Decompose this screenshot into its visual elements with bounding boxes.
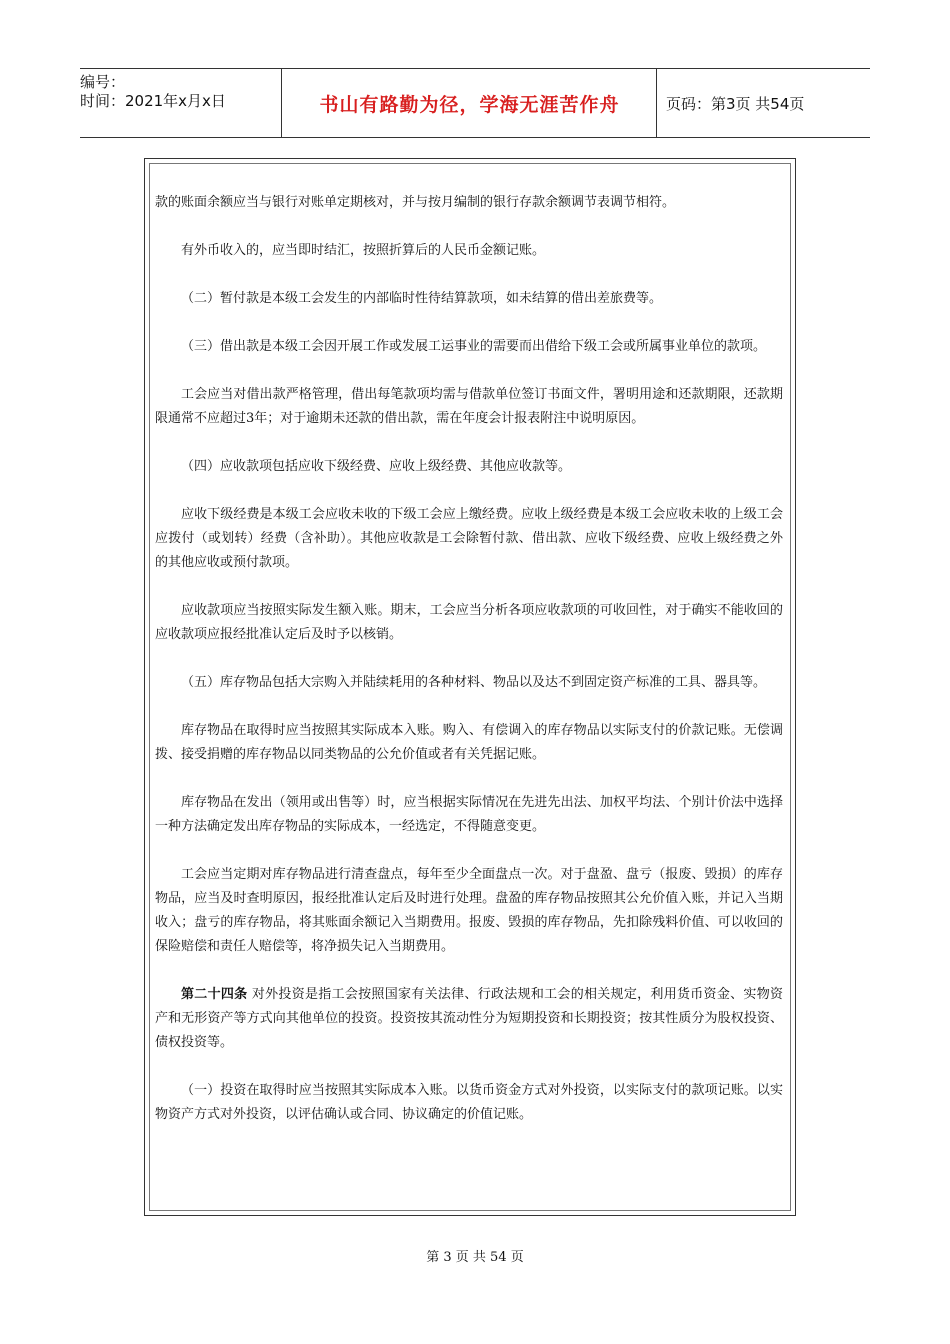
document-date: 时间：2021年x月x日 <box>80 92 226 110</box>
paragraph: （四）应收款项包括应收下级经费、应收上级经费、其他应收款等。 <box>181 459 572 474</box>
paragraph: 工会应当对借出款严格管理，借出每笔款项均需与借款单位签订书面文件，署明用途和还款期限，还款期限通常不应超过3年；对于逾期未还款的借出款，需在年度会计报表附注中说明原因。 <box>155 387 783 426</box>
paragraph: 款的账面余额应当与银行对账单定期核对，并与按月编制的银行存款余额调节表调节相符。 <box>155 195 676 210</box>
paragraph: （一）投资在取得时应当按照其实际成本入账。以货币资金方式对外投资，以实际支付的款项记账。以实物资产方式对外投资，以评估确认或合同、协议确定的价值记账。 <box>155 1083 783 1122</box>
paragraph: 工会应当定期对库存物品进行清查盘点，每年至少全面盘点一次。对于盘盈、盘亏（报废、毁损）的库存物品，应当及时查明原因，报经批准认定后及时进行处理。盘盈的库存物品按照其公允价值入账，并记入当期收入；盘亏的库存物品，将其账面余额记入当期费用。报废、毁损的库存物品，先扣除残料价值、可以收回的保险赔偿和责任人赔偿等，将净损失记入当期费用。 <box>155 867 783 954</box>
paragraph: （五）库存物品包括大宗购入并陆续耗用的各种材料、物品以及达不到固定资产标准的工具、器具等。 <box>181 675 767 690</box>
paragraph: （三）借出款是本级工会因开展工作或发展工运事业的需要而出借给下级工会或所属事业单位的款项。 <box>181 339 767 354</box>
paragraph: 库存物品在取得时应当按照其实际成本入账。购入、有偿调入的库存物品以实际支付的价款记账。无偿调拨、接受捐赠的库存物品以同类物品的公允价值或者有关凭据记账。 <box>155 723 783 762</box>
page-footer: 第 3 页 共 54 页 <box>426 1250 524 1265</box>
header-page-info: 页码：第3页 共54页 <box>666 94 805 113</box>
article-text: 对外投资是指工会按照国家有关法律、行政法规和工会的相关规定，利用货币资金、实物资产和无形资产等方式向其他单位的投资。投资按其流动性分为短期投资和长期投资；按其性质分为股权投资、债权投资等。 <box>155 987 783 1050</box>
header-meta <box>80 69 282 137</box>
article-number: 第二十四条 <box>181 987 248 1002</box>
paragraph: 应收款项应当按照实际发生额入账。期末，工会应当分析各项应收款项的可收回性，对于确实不能收回的应收款项应报经批准认定后及时予以核销。 <box>155 603 783 642</box>
page-header <box>80 68 870 138</box>
paragraph: （二）暂付款是本级工会发生的内部临时性待结算款项，如未结算的借出差旅费等。 <box>181 291 663 306</box>
paragraph: 有外币收入的，应当即时结汇，按照折算后的人民币金额记账。 <box>181 243 546 258</box>
content-frame <box>144 158 796 1216</box>
document-number: 编号： <box>80 73 126 91</box>
paragraph: 库存物品在发出（领用或出售等）时，应当根据实际情况在先进先出法、加权平均法、个别计价法中选择一种方法确定发出库存物品的实际成本，一经选定，不得随意变更。 <box>155 795 783 834</box>
document-body <box>155 191 783 1151</box>
paragraph: 应收下级经费是本级工会应收未收的下级工会应上缴经费。应收上级经费是本级工会应收未收的上级工会应拨付（或划转）经费（含补助）。其他应收款是工会除暂付款、借出款、应收下级经费、应收上级经费之外的其他应收或预付款项。 <box>155 507 783 570</box>
header-motto: 书山有路勤为径，学海无涯苦作舟 <box>283 69 657 137</box>
article-paragraph <box>155 983 783 1055</box>
